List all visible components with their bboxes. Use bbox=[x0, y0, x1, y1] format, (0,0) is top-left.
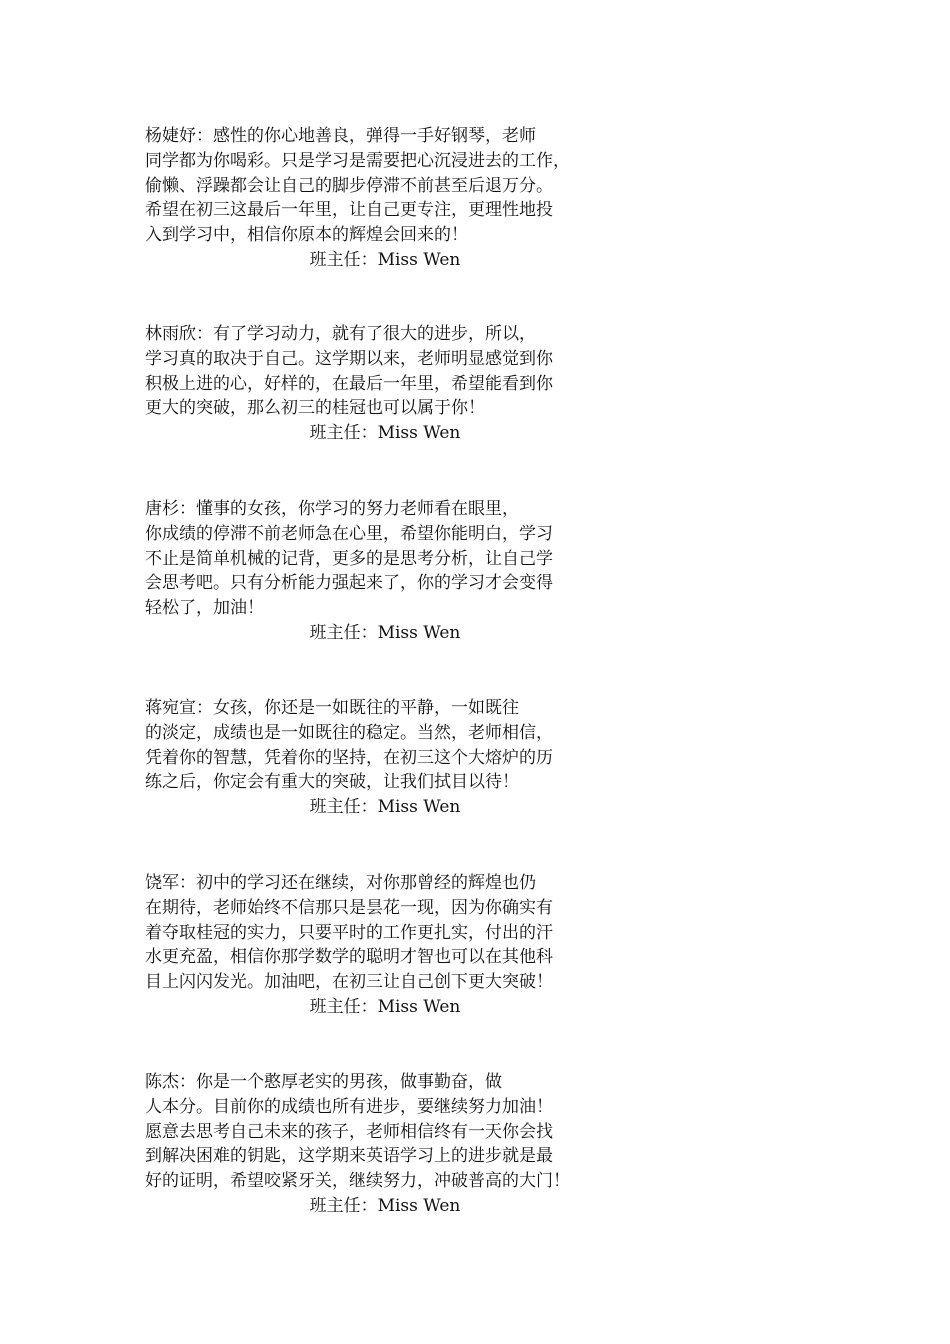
comment-block bbox=[145, 322, 625, 446]
teacher-signature: 班主任：Miss Wen bbox=[309, 797, 461, 818]
comment-text: 杨婕妤：感性的你心地善良，弹得一手好钢琴，老师 同学都为你喝彩。只是学习是需要把心沉浸进去的工作， 偷懒、浮躁都会让自己的脚步停滞不前甚至后退万分。 希望在初三这最后一年里，让自己更专注，更理性地投 入到学习中，相信你原本的辉煌会回来的！ bbox=[145, 126, 570, 246]
teacher-signature: 班主任：Miss Wen bbox=[309, 622, 461, 643]
teacher-signature: 班主任：Miss Wen bbox=[309, 423, 461, 444]
comment-block bbox=[145, 871, 625, 1020]
comment-text: 唐杉：懂事的女孩，你学习的努力老师看在眼里， 你成绩的停滞不前老师急在心里，希望你能明白，学习 不止是简单机械的记背，更多的是思考分析，让自己学 会思考吧。只有分析能力强起来了，你的学习才会变得 轻松了，加油！ bbox=[145, 499, 553, 619]
comment-text: 蒋宛宣：女孩，你还是一如既往的平静，一如既往 的淡定，成绩也是一如既往的稳定。当然，老师相信， 凭着你的智慧，凭着你的坚持，在初三这个大熔炉的历 练之后，你定会有重大的突破，让我们拭目以待！ bbox=[145, 698, 553, 793]
teacher-signature: 班主任：Miss Wen bbox=[309, 249, 461, 270]
comment-block bbox=[145, 1070, 625, 1219]
comment-block bbox=[145, 124, 625, 273]
comment-text: 陈杰：你是一个憨厚老实的男孩，做事勤奋，做 人本分。目前你的成绩也所有进步，要继续努力加油！ 愿意去思考自己未来的孩子，老师相信终有一天你会找 到解决困难的钥匙，这学期来英语学习上的进步就是最 好的证明，希望咬紧牙关，继续努力，冲破普高的大门！ bbox=[145, 1072, 570, 1192]
teacher-signature: 班主任：Miss Wen bbox=[309, 1195, 461, 1216]
comment-text: 林雨欣：有了学习动力，就有了很大的进步，所以， 学习真的取决于自己。这学期以来，老师明显感觉到你 积极上进的心，好样的，在最后一年里，希望能看到你 更大的突破，那么初三的桂冠也可以属于你！ bbox=[145, 324, 553, 419]
comment-text: 饶军：初中的学习还在继续，对你那曾经的辉煌也仍 在期待，老师始终不信那只是昙花一现，因为你确实有 着夺取桂冠的实力，只要平时的工作更扎实，付出的汗 水更充盈，相信你那学数学的聪明才智也可以在其他科 目上闪闪发光。加油吧，在初三让自己创下更大突破！ bbox=[145, 873, 553, 993]
teacher-signature: 班主任：Miss Wen bbox=[309, 996, 461, 1017]
comment-block bbox=[145, 497, 625, 646]
comment-block bbox=[145, 696, 625, 820]
